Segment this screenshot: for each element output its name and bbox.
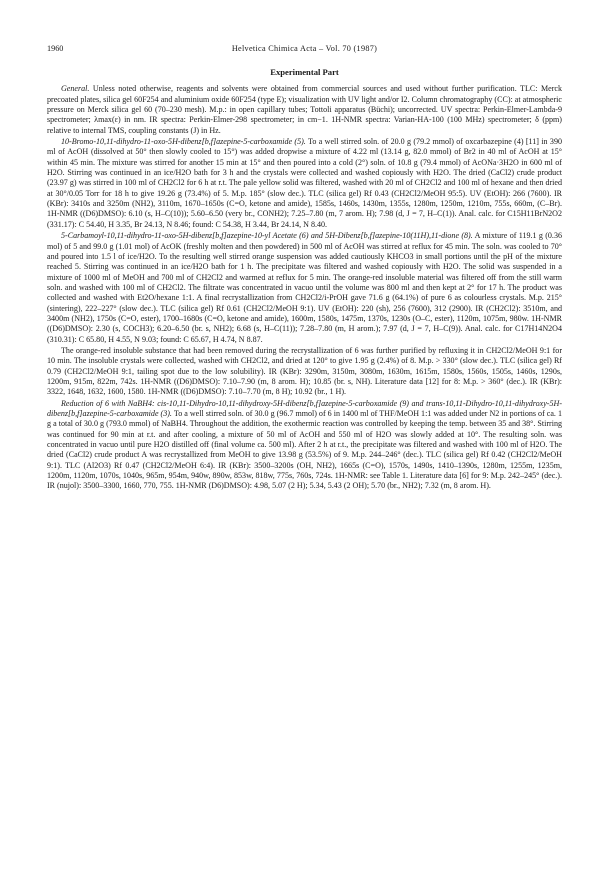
paragraph-body: To a well stirred soln. of 20.0 g (79.2 mmol) of oxcarbazepine (4) [11] in 390 ml of AcOH (dissolved at 50° then slowly cooled to 15°) was added dropwise a mixture of 4.22 ml (13.14 g, 82.0 mmol) of Br2 in 40 ml of AcOH at 15° within 45 min. The mixture was stirred for another 15 min at 15° and then poured into a cold (2°) soln. of 10.8 g (79.4 mmol) of AcONa·3H2O in 600 ml of H2O. Stirring was continued in an ice/H2O bath for 3 h and the crystals were collected and washed copiously with H2O. The dried (CaCl2) crude product (23.97 g) was stirred in 100 ml of CH2Cl2 for 6 h at r.t. The pale yellow solid was filtered, washed with 20 ml of CH2Cl2 and 100 ml of hexane and then dried at 30°/0.05 Torr for 18 h to give 19.26 g (73.4%) of 5. M.p. 185° (slow dec.). TLC (silica gel) Rf 0.43 (CH2Cl2/MeOH 95:5). UV (EtOH): 266 (7600). IR (KBr): 3410s and 3250m (NH2), 3110m, 1670–1650s (C=O, ketone and amide), 1585s, 1460s, 1430m, 1355s, 1280m, 1250m, 1210m, 755s, 660m, (C–Br). 1H-NMR ((D6)DMSO): 6.10 (s, H–C(10)); 5.60–6.50 (very br., CONH2); 7.25–7.80 (m, 7 arom. H); 7.98 (d, J = 7, H–C(1)). Anal. calc. for C15H11BrN2O2 (331.17): C 54.40, H 3.35, Br 24.13, N 8.46; found: C 54.38, H 3.44, Br 24.14, N 8.40. bbox=[47, 137, 562, 229]
paragraph-body: The orange-red insoluble substance that had been removed during the recrystallization of 6 was further purified by refluxing it in CH2Cl2/MeOH 9:1 for 10 min. The insoluble crystals were collected, washed with CH2Cl2, and dried at 120° to give 1.95 g (2.4%) of 8. M.p. > 330° (slow dec.). TLC (silica gel) Rf 0.79 (CH2Cl2/MeOH 9:1, tailing spot due to the low solubility). IR (KBr): 3290m, 3150m, 3080m, 1630m, 1615m, 1580s, 1560s, 1505s, 1460s, 1290s, 1200m, 915m, 822m, 742s. 1H-NMR ((D6)DMSO): 7.10–7.90 (m, 8 arom. H); 10.85 (br. s, NH). Literature data [12] for 8: M.p. > 360° (dec.). IR (KBr): 3322, 1648, 1632, 1600, 1580. 1H-NMR ((D6)DMSO): 7.10–7.70 (m, 8 H); 10.92 (br., 1 H). bbox=[47, 345, 562, 397]
paragraph-body: Unless noted otherwise, reagents and solvents were obtained from commercial sources and used without further purification. TLC: Merck precoated plates, silica gel 60F254 and aluminium oxide 60F254 (type E); visualization with UV light and/or I2. Column chromatography (CC): at atmospheric pressure on Merck silica gel 60 (70–230 mesh). M.p.: in open capillary tubes; Tottoli apparatus (Büchi); uncorrected. UV spectra: Perkin-Elmer-Lambda-9 spectrometer; λmax(ε) in nm. IR spectra: Perkin-Elmer-298 spectrometer; in cm−1. 1H-NMR spectra: Varian-HA-100 (100 MHz) spectrometer; δ (ppm) relative to internal TMS, coupling constants (J) in Hz. bbox=[47, 84, 562, 135]
paragraph-general bbox=[47, 84, 562, 136]
section-title: Experimental Part bbox=[270, 67, 339, 77]
paragraph-body: A mixture of 119.1 g (0.36 mol) of 5 and 99.0 g (1.01 mol) of AcOK (freshly molten and then powdered) in 500 ml of AcOH was stirred at reflux for 45 min. The soln. was cooled to 70° and poured into 1.5 l of ice/H2O. To the resulting well stirred orange suspension was added cautiously KHCO3 in small portions until the pH of the mixture reached 5. Stirring was continued in an ice/H2O bath for 1 h. The precipitate was filtered and washed copiously with H2O. The solid was suspended in a mixture of 1000 ml of MeOH and 700 ml of CH2Cl2 and warmed at reflux for 5 min. The orange-red insoluble material was filtered off from the still warm soln. and washed with 100 ml of CH2Cl2. The filtrate was concentrated in vacuo until the volume was 800 ml and then kept at 2° for 17 h. The product was collected and washed with Et2O/hexane 1:1. A final recrystallization from CH2Cl2/i-PrOH gave 71.6 g (64.1%) of pure 6 as colourless crystals. M.p. 215° (sintering), 222–227° (slow dec.). TLC (silica gel) Rf 0.61 (CH2Cl2/MeOH 9:1). UV (EtOH): 220 (sh), 256 (7600), 312 (2900). IR (CH2Cl2): 3510m, and 3400m (NH2), 1750s (C=O, ester), 1700–1680s (C=O, ketone and amide), 1600m, 1580s, 1475m, 1370s, 1230s (O–C, ester), 1120m, 1075m, 980w. 1H-NMR ((D6)DMSO): 2.30 (s, COCH3); 6.20–6.50 (br. s, NH2); 6.68 (s, H–C(11)); 7.28–7.80 (m, H arom.); 7.97 (d, J = 7, H–C(9)). Anal. calc. for C17H14N2O4 (310.31): C 65.80, H 4.55, N 9.03; found: C 65.67, H 4.74, N 8.87. bbox=[47, 231, 562, 344]
paragraph-lead: 10-Bromo-10,11-dihydro-11-oxo-5H-dibenz[b,f]azepine-5-carboxamide (5). bbox=[61, 137, 306, 147]
paragraph-body: To a well stirred soln. of 30.0 g (96.7 mmol) of 6 in 1400 ml of THF/MeOH 1:1 was added under N2 in portions of ca. 1 g a total of 30.0 g (793.0 mmol) of NaBH4. Throughout the addition, the exothermic reaction was controlled by keeping the temp. between 35 and 38°. Stirring was continued for 90 min at r.t. and after cooling, a mixture of 50 ml of AcOH and 550 ml of H2O was slowly added at 10°. The resulting soln. was concentrated in vacuo until pure H2O distilled off (final volume ca. 500 ml). After 2 h at r.t., the precipitate was filtered and washed with 100 ml of H2O. The dried (CaCl2) crude product A was recrystallized from MeOH to give 13.98 g (53.5%) of 9. M.p. 244–246° (dec.). TLC (silica gel) Rf 0.42 (CH2Cl2/MeOH 9:1). TLC (Al2O3) Rf 0.47 (CH2Cl2/MeOH 6:4). IR (KBr): 3500–3200s (OH, NH2), 1665s (C=O), 1570s, 1490s, 1410–1390s, 1280m, 1255m, 1235m, 1200m, 1120m, 1070s, 1040s, 965m, 954m, 940w, 890w, 853w, 818w, 775s, 760s, 724s. 1H-NMR: see Table 1. Literature data [6] for 9: M.p. 242–245° (dec.). IR (nujol): 3500–3300, 1660, 770, 755. 1H-NMR (D6)DMSO): 4.98, 5.07 (2 H); 5.34, 5.43 (2 OH); 5.70 (br., NH2); 7.32 (m, 8 arom. H). bbox=[47, 409, 562, 491]
paper-page bbox=[47, 44, 562, 492]
paragraph-reduction bbox=[47, 399, 562, 492]
paragraph-lead: General. bbox=[61, 84, 90, 94]
page-number: 1960 bbox=[47, 44, 64, 53]
paragraph-compound-5 bbox=[47, 137, 562, 230]
running-head bbox=[47, 44, 562, 57]
paragraph-lead: Reduction of 6 with NaBH4: cis-10,11-Dihydro-10,11-dihydroxy-5H-dibenz[b,f]azepine-5-carboxamide (9) and trans-10,11-Dihydro-10,11-dihydroxy-5H-dibenz[b,f]azepine-5-carboxamide (3). bbox=[47, 398, 562, 418]
paragraph-compound-8-purification bbox=[47, 346, 562, 398]
paragraph-compounds-6-8 bbox=[47, 231, 562, 345]
paragraph-lead: 5-Carbamoyl-10,11-dihydro-11-oxo-5H-dibenz[b,f]azepine-10-yl Acetate (6) and 5H-Dibenz[b,f]azepine-10(11H),11-dione (8). bbox=[61, 231, 473, 241]
journal-title: Helvetica Chimica Acta – Vol. 70 (1987) bbox=[231, 44, 378, 53]
